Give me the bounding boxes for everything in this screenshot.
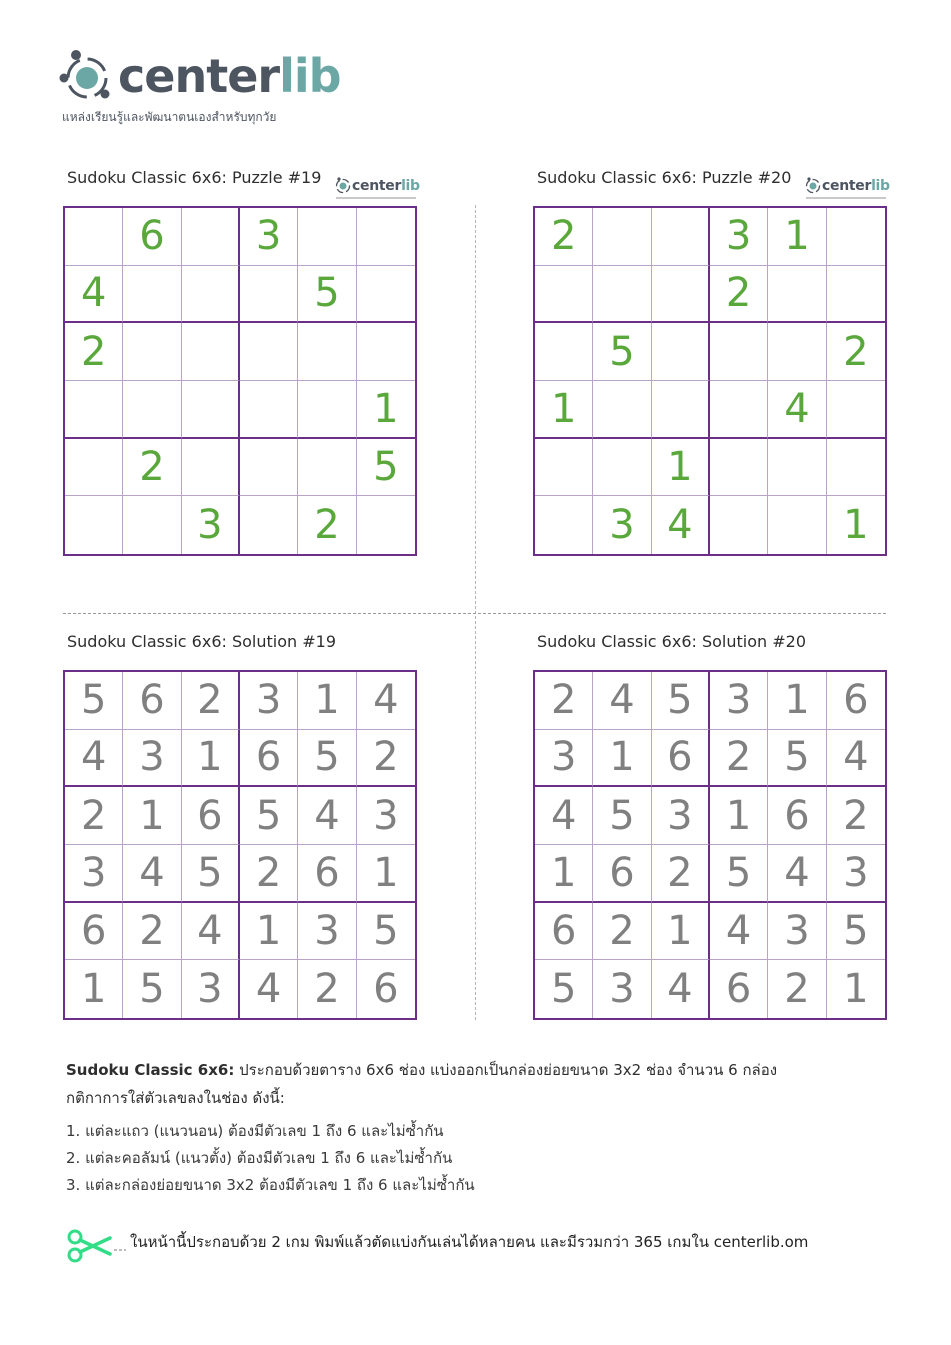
sudoku-cell: 3 bbox=[535, 730, 593, 788]
rule-item: 2. แต่ละคอลัมน์ (แนวตั้ง) ต้องมีตัวเลข 1 ถึง 6 และไม่ซ้ำกัน bbox=[66, 1149, 453, 1167]
brand-logo bbox=[58, 46, 341, 126]
sudoku-cell: 2 bbox=[593, 903, 651, 961]
sudoku-cell: 6 bbox=[710, 960, 768, 1018]
sudoku-cell bbox=[768, 266, 826, 324]
sudoku-cell: 1 bbox=[768, 208, 826, 266]
sudoku-cell: 4 bbox=[65, 266, 123, 324]
sudoku-cell: 5 bbox=[123, 960, 181, 1018]
sudoku-cell: 4 bbox=[593, 672, 651, 730]
rule-item: 3. แต่ละกล่องย่อยขนาด 3x2 ต้องมีตัวเลข 1 ถึง 6 และไม่ซ้ำกัน bbox=[66, 1176, 475, 1194]
sudoku-cell: 5 bbox=[710, 845, 768, 903]
scissors-icon bbox=[66, 1228, 126, 1264]
sudoku-cell: 2 bbox=[827, 323, 885, 381]
sudoku-cell: 2 bbox=[357, 730, 415, 788]
sudoku-cell: 4 bbox=[535, 787, 593, 845]
sudoku-cell: 4 bbox=[357, 672, 415, 730]
centerlib-logo-icon bbox=[58, 46, 120, 108]
puzzle-19-title: Sudoku Classic 6x6: Puzzle #19 bbox=[67, 168, 322, 187]
sudoku-cell: 1 bbox=[535, 381, 593, 439]
rule-item: 1. แต่ละแถว (แนวนอน) ต้องมีตัวเลข 1 ถึง 6 และไม่ซ้ำกัน bbox=[66, 1122, 444, 1140]
sudoku-cell: 3 bbox=[357, 787, 415, 845]
sudoku-cell: 2 bbox=[827, 787, 885, 845]
sudoku-cell bbox=[65, 439, 123, 497]
sudoku-cell bbox=[298, 439, 356, 497]
mini-brand-logo bbox=[334, 175, 418, 203]
sudoku-cell: 2 bbox=[123, 439, 181, 497]
brand-tagline: แหล่งเรียนรู้และพัฒนาตนเองสำหรับทุกวัย bbox=[62, 110, 277, 124]
sudoku-cell: 6 bbox=[182, 787, 240, 845]
sudoku-cell: 2 bbox=[123, 903, 181, 961]
sudoku-cell: 4 bbox=[768, 381, 826, 439]
puzzle-20-title: Sudoku Classic 6x6: Puzzle #20 bbox=[537, 168, 792, 187]
sudoku-cell: 4 bbox=[652, 960, 710, 1018]
sudoku-cell: 4 bbox=[298, 787, 356, 845]
sudoku-cell bbox=[182, 439, 240, 497]
sudoku-cell bbox=[240, 381, 298, 439]
brand-wordmark bbox=[118, 46, 341, 106]
sudoku-cell bbox=[652, 266, 710, 324]
sudoku-cell bbox=[827, 439, 885, 497]
sudoku-cell bbox=[298, 323, 356, 381]
sudoku-cell bbox=[827, 381, 885, 439]
rules-description bbox=[66, 1056, 866, 1112]
sudoku-cell bbox=[593, 381, 651, 439]
sudoku-cell: 2 bbox=[710, 266, 768, 324]
sudoku-cell: 1 bbox=[298, 672, 356, 730]
sudoku-cell: 1 bbox=[843, 966, 869, 1013]
sudoku-cell bbox=[535, 266, 593, 324]
sudoku-cell: 6 bbox=[65, 903, 123, 961]
sudoku-cell bbox=[827, 266, 885, 324]
sudoku-cell bbox=[182, 381, 240, 439]
sudoku-cell: 1 bbox=[240, 903, 298, 961]
sudoku-cell bbox=[357, 323, 415, 381]
sudoku-cell: 3 bbox=[240, 672, 298, 730]
sudoku-cell: 3 bbox=[827, 845, 885, 903]
mini-tagline-strip bbox=[336, 197, 416, 199]
sudoku-cell: 6 bbox=[652, 730, 710, 788]
footer-note bbox=[66, 1224, 886, 1264]
sudoku-cell: 1 bbox=[652, 903, 710, 961]
sudoku-cell bbox=[123, 323, 181, 381]
sudoku-cell: 4 bbox=[652, 496, 710, 554]
sudoku-cell bbox=[535, 323, 593, 381]
sudoku-cell: 1 bbox=[182, 730, 240, 788]
sudoku-cell bbox=[182, 266, 240, 324]
sudoku-cell: 1 bbox=[843, 502, 869, 549]
sudoku-cell: 4 bbox=[182, 903, 240, 961]
sudoku-cell bbox=[768, 496, 826, 554]
sudoku-cell: 6 bbox=[373, 966, 399, 1013]
sudoku-cell: 3 bbox=[182, 496, 240, 554]
brand-name-lib: lib bbox=[401, 178, 420, 194]
sudoku-cell: 3 bbox=[65, 845, 123, 903]
sudoku-cell bbox=[652, 323, 710, 381]
sudoku-cell bbox=[240, 266, 298, 324]
sudoku-cell: 6 bbox=[535, 903, 593, 961]
mini-tagline-strip bbox=[806, 197, 886, 199]
sudoku-cell bbox=[123, 381, 181, 439]
sudoku-cell: 5 bbox=[65, 672, 123, 730]
sudoku-cell: 4 bbox=[768, 845, 826, 903]
sudoku-cell bbox=[298, 208, 356, 266]
sudoku-cell: 5 bbox=[593, 323, 651, 381]
sudoku-cell bbox=[182, 208, 240, 266]
sudoku-cell: 6 bbox=[240, 730, 298, 788]
sudoku-cell: 6 bbox=[123, 208, 181, 266]
sudoku-cell: 1 bbox=[357, 845, 415, 903]
horizontal-cut-line bbox=[63, 613, 886, 614]
sudoku-cell: 2 bbox=[65, 323, 123, 381]
sudoku-cell: 1 bbox=[652, 439, 710, 497]
sudoku-cell: 1 bbox=[123, 787, 181, 845]
sudoku-cell bbox=[123, 496, 181, 554]
sudoku-cell: 5 bbox=[182, 845, 240, 903]
sudoku-cell: 3 bbox=[652, 787, 710, 845]
sudoku-cell: 4 bbox=[827, 730, 885, 788]
sudoku-cell: 3 bbox=[123, 730, 181, 788]
sudoku-cell bbox=[298, 381, 356, 439]
sudoku-cell: 5 bbox=[357, 903, 415, 961]
solution-20-grid bbox=[533, 670, 887, 1020]
sudoku-cell bbox=[182, 323, 240, 381]
sudoku-cell bbox=[710, 323, 768, 381]
brand-name-center: center bbox=[118, 49, 280, 103]
puzzle-20-grid bbox=[533, 206, 887, 556]
sudoku-cell bbox=[593, 439, 651, 497]
sudoku-cell: 5 bbox=[768, 730, 826, 788]
sudoku-cell: 5 bbox=[298, 266, 356, 324]
sudoku-cell bbox=[240, 323, 298, 381]
sudoku-cell: 5 bbox=[357, 439, 415, 497]
sudoku-cell bbox=[240, 439, 298, 497]
sudoku-cell: 2 bbox=[652, 845, 710, 903]
sudoku-cell: 3 bbox=[240, 208, 298, 266]
brand-name-center: center bbox=[352, 178, 402, 194]
sudoku-cell: 1 bbox=[357, 381, 415, 439]
sudoku-cell: 5 bbox=[298, 730, 356, 788]
sudoku-cell: 5 bbox=[827, 903, 885, 961]
brand-name-lib: lib bbox=[279, 49, 341, 103]
sudoku-cell: 4 bbox=[710, 903, 768, 961]
sudoku-cell bbox=[65, 496, 123, 554]
sudoku-cell bbox=[240, 496, 298, 554]
sudoku-cell: 1 bbox=[710, 787, 768, 845]
sudoku-cell: 4 bbox=[123, 845, 181, 903]
sudoku-cell: 1 bbox=[65, 960, 123, 1018]
footer-text: ในหน้านี้ประกอบด้วย 2 เกม พิมพ์แล้วตัดแบ่งกันเล่นได้หลายคน และมีรวมกว่า 365 เกมใน centerlib.om bbox=[130, 1233, 809, 1251]
description-lead: Sudoku Classic 6x6: bbox=[66, 1061, 235, 1079]
sudoku-cell: 5 bbox=[240, 787, 298, 845]
sudoku-cell: 2 bbox=[240, 845, 298, 903]
sudoku-cell: 4 bbox=[65, 730, 123, 788]
solution-19-title: Sudoku Classic 6x6: Solution #19 bbox=[67, 632, 336, 651]
sudoku-cell: 1 bbox=[768, 672, 826, 730]
sudoku-cell bbox=[65, 208, 123, 266]
solution-19-grid bbox=[63, 670, 417, 1020]
sudoku-cell bbox=[593, 266, 651, 324]
sudoku-cell: 6 bbox=[298, 845, 356, 903]
sudoku-cell: 3 bbox=[710, 208, 768, 266]
sudoku-cell: 2 bbox=[535, 672, 593, 730]
sudoku-cell: 3 bbox=[593, 496, 651, 554]
sudoku-cell: 3 bbox=[182, 960, 240, 1018]
sudoku-cell: 4 bbox=[240, 960, 298, 1018]
sudoku-cell bbox=[652, 381, 710, 439]
sudoku-cell: 2 bbox=[182, 672, 240, 730]
sudoku-cell: 3 bbox=[593, 960, 651, 1018]
centerlib-logo-icon bbox=[804, 177, 822, 195]
sudoku-cell bbox=[710, 439, 768, 497]
sudoku-cell: 2 bbox=[65, 787, 123, 845]
sudoku-cell bbox=[357, 266, 415, 324]
brand-name-lib: lib bbox=[871, 178, 890, 194]
sudoku-cell: 5 bbox=[652, 672, 710, 730]
description-line-2: กติกาการใส่ตัวเลขลงในช่อง ดังนี้: bbox=[66, 1089, 285, 1107]
centerlib-logo-icon bbox=[334, 177, 352, 195]
sudoku-cell: 3 bbox=[768, 903, 826, 961]
sudoku-cell: 1 bbox=[593, 730, 651, 788]
sudoku-cell: 6 bbox=[827, 672, 885, 730]
sudoku-cell bbox=[535, 439, 593, 497]
sudoku-cell: 3 bbox=[298, 903, 356, 961]
sudoku-cell bbox=[710, 496, 768, 554]
sudoku-cell: 6 bbox=[768, 787, 826, 845]
sudoku-cell: 2 bbox=[535, 208, 593, 266]
puzzle-19-grid bbox=[63, 206, 417, 556]
rules-list bbox=[66, 1118, 475, 1199]
sudoku-cell: 2 bbox=[298, 960, 356, 1018]
sudoku-cell: 3 bbox=[710, 672, 768, 730]
sudoku-cell bbox=[593, 208, 651, 266]
description-text: ประกอบด้วยตาราง 6x6 ช่อง แบ่งออกเป็นกล่องย่อยขนาด 3x2 ช่อง จำนวน 6 กล่อง bbox=[234, 1061, 778, 1079]
sudoku-cell bbox=[357, 496, 415, 554]
sudoku-cell: 2 bbox=[710, 730, 768, 788]
mini-brand-logo bbox=[804, 175, 888, 203]
sudoku-cell bbox=[535, 496, 593, 554]
sudoku-cell bbox=[827, 208, 885, 266]
sudoku-cell bbox=[768, 439, 826, 497]
sudoku-cell: 6 bbox=[123, 672, 181, 730]
solution-20-title: Sudoku Classic 6x6: Solution #20 bbox=[537, 632, 806, 651]
sudoku-cell bbox=[768, 323, 826, 381]
sudoku-cell: 2 bbox=[768, 960, 826, 1018]
sudoku-cell bbox=[65, 381, 123, 439]
sudoku-cell: 5 bbox=[593, 787, 651, 845]
sudoku-cell bbox=[652, 208, 710, 266]
sudoku-cell: 5 bbox=[535, 960, 593, 1018]
sudoku-cell bbox=[123, 266, 181, 324]
description-line-1 bbox=[66, 1056, 866, 1084]
sudoku-cell: 6 bbox=[593, 845, 651, 903]
sudoku-cell: 2 bbox=[298, 496, 356, 554]
brand-name-center: center bbox=[822, 178, 872, 194]
sudoku-cell bbox=[357, 208, 415, 266]
sudoku-cell bbox=[710, 381, 768, 439]
sudoku-cell: 1 bbox=[535, 845, 593, 903]
